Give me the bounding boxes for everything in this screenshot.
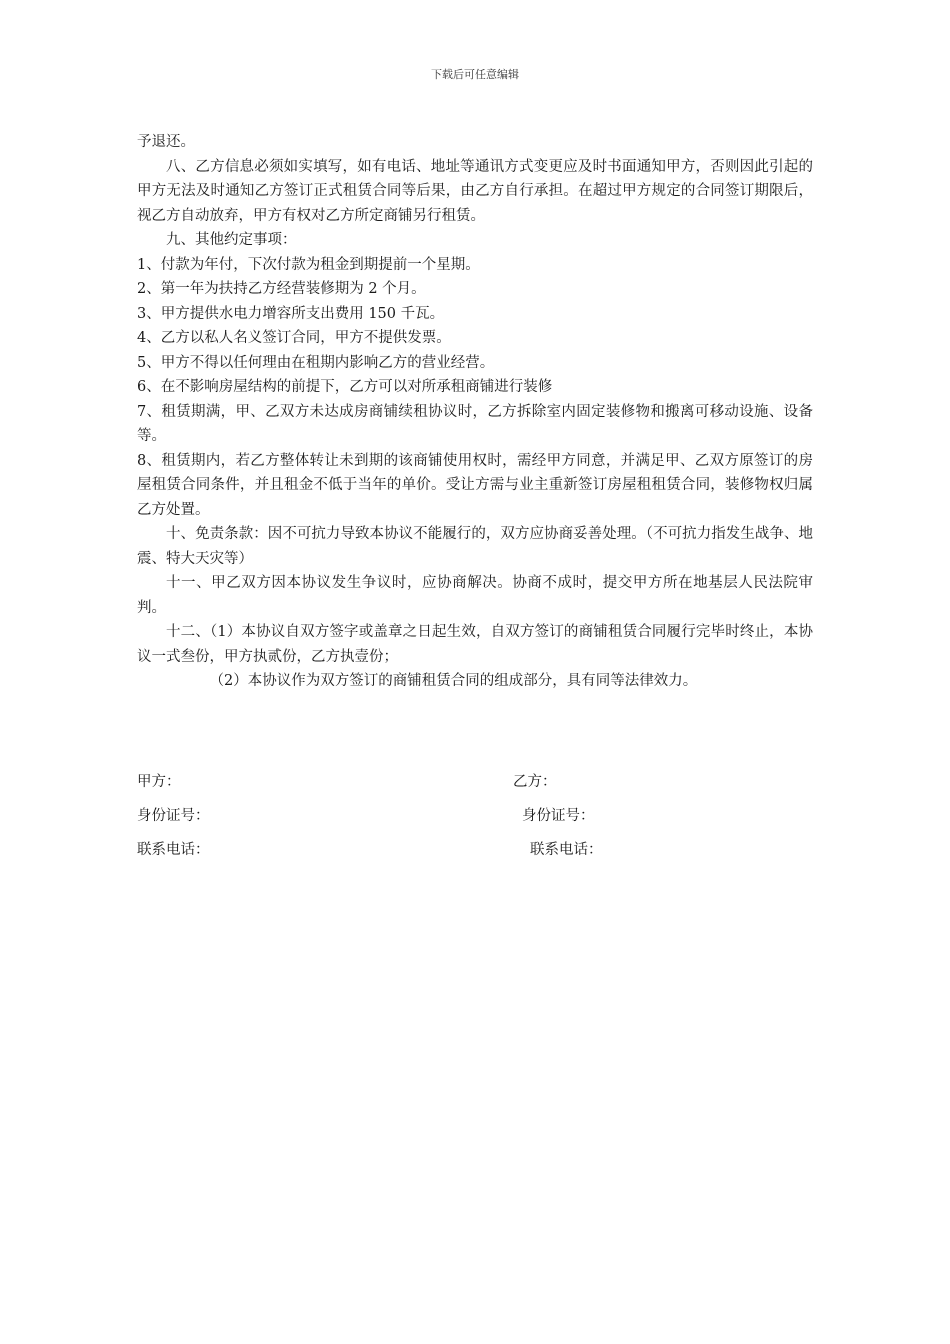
signature-block [137,770,813,872]
paragraph-refund-tail: 予退还。 [137,134,195,150]
list-item-transfer: 8、租赁期内，若乙方整体转让未到期的该商铺使用权时，需经甲方同意，并满足甲、乙双方原签订的房屋租赁合同条件，并且租金不低于当年的单价。受让方需与业主重新签订房屋租租赁合同，装修物权归属乙方处置。 [137,452,813,518]
list-item-no-interference: 5、甲方不得以任何理由在租期内影响乙方的营业经营。 [137,354,495,371]
party-b-phone-label: 联系电话： [530,842,603,858]
page-header-note: 下载后可任意编辑 [431,68,519,81]
list-item-payment: 1、付款为年付，下次付款为租金到期提前一个星期。 [137,256,480,273]
paragraph-clause-8: 八、乙方信息必须如实填写，如有电话、地址等通讯方式变更应及时书面通知甲方，否则因此引起的甲方无法及时通知乙方签订正式租赁合同等后果，由乙方自行承担。在超过甲方规定的合同签订期限后，视乙方自动放弃，甲方有权对乙方所定商铺另行租赁。 [137,158,813,224]
list-item-lease-expiry: 7、租赁期满，甲、乙双方未达成房商铺续租协议时，乙方拆除室内固定装修物和搬离可移动设施、设备等。 [137,403,813,444]
paragraph-clause-9-heading: 九、其他约定事项： [166,232,297,248]
party-b-id-label: 身份证号： [522,808,595,824]
agreement-body [137,130,813,694]
party-b-label: 乙方： [513,774,557,790]
paragraph-clause-12-part-2: （2）本协议作为双方签订的商铺租赁合同的组成部分，具有同等法律效力。 [209,673,698,689]
party-a-phone-label: 联系电话： [137,842,210,858]
signature-row-phone [137,838,813,872]
signature-row-id [137,804,813,838]
paragraph-clause-12-part-1: 十二、（1）本协议自双方签字或盖章之日起生效，自双方签订的商铺租赁合同履行完毕时终止，本协议一式叁份，甲方执贰份，乙方执壹份； [137,624,813,665]
list-item-private-contract: 4、乙方以私人名义签订合同，甲方不提供发票。 [137,330,451,346]
list-item-power-capacity: 3、甲方提供水电力增容所支出费用 150 千瓦。 [137,305,445,322]
signature-row-party [137,770,813,804]
list-item-renovation-period: 2、第一年为扶持乙方经营装修期为 2 个月。 [137,281,426,297]
party-a-label: 甲方： [137,774,181,790]
paragraph-clause-10: 十、免责条款：因不可抗力导致本协议不能履行的，双方应协商妥善处理。（不可抗力指发生战争、地震、特大天灾等） [137,526,813,567]
party-a-id-label: 身份证号： [137,808,210,824]
list-item-renovation-right: 6、在不影响房屋结构的前提下，乙方可以对所承租商铺进行装修 [137,379,553,395]
paragraph-clause-11: 十一、甲乙双方因本协议发生争议时，应协商解决。协商不成时，提交甲方所在地基层人民法院审判。 [137,575,813,616]
